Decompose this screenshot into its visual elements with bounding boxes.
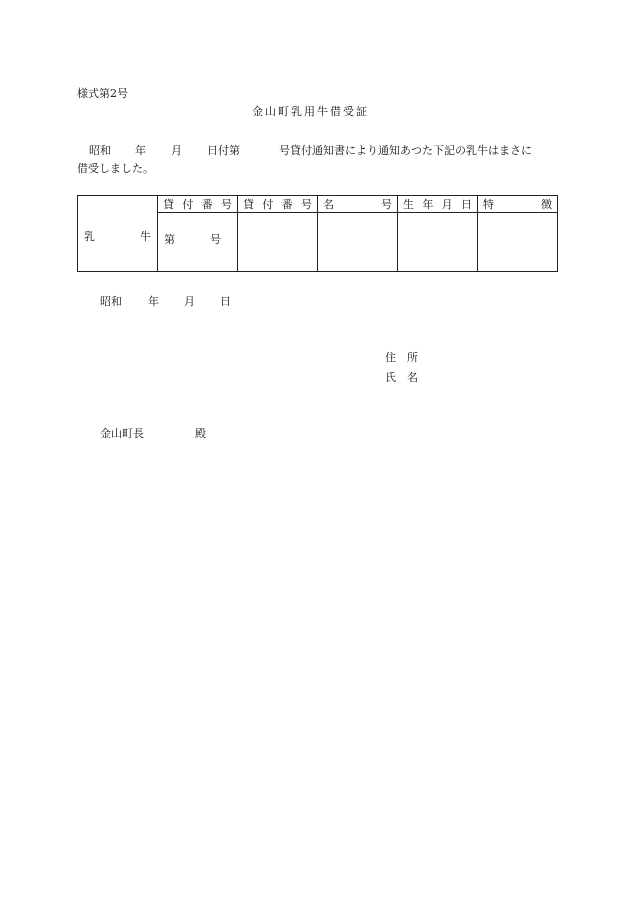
header-char: 徴	[541, 198, 552, 211]
header-char: 特	[483, 198, 494, 211]
cattle-table	[77, 195, 558, 272]
header-char: 号	[300, 198, 312, 211]
cell-features	[478, 213, 558, 272]
document-title: 金山町乳用牛借受証	[252, 105, 369, 118]
header-char: 年	[422, 198, 434, 211]
header-char: 号	[220, 198, 232, 211]
cell-loan-number-2	[238, 213, 318, 272]
loan-no-suffix: 号	[210, 233, 221, 246]
header-char: 貸	[163, 198, 174, 211]
header-char: 名	[323, 198, 334, 211]
date-era: 昭和	[100, 295, 122, 308]
header-loan-number-1	[158, 196, 238, 213]
header-char: 生	[403, 198, 414, 211]
addressee-to: 金山町長	[100, 427, 144, 440]
date-line	[100, 293, 300, 307]
body-year: 年	[135, 144, 146, 157]
header-char: 付	[262, 198, 274, 211]
header-features	[478, 196, 558, 213]
header-char: 月	[441, 198, 453, 211]
loan-no-prefix: 第	[164, 233, 175, 246]
row-label-left: 乳	[84, 229, 95, 243]
addressee-line	[100, 425, 300, 439]
header-char: 番	[281, 198, 293, 211]
header-name-number	[318, 196, 398, 213]
body-rest: 号貸付通知書により通知あつた下記の乳牛はまさに	[279, 144, 532, 157]
date-month: 月	[184, 295, 195, 308]
header-birth-date	[398, 196, 478, 213]
header-char: 貸	[243, 198, 254, 211]
cell-name-number	[318, 213, 398, 272]
address-label: 住 所	[385, 351, 418, 364]
header-char: 日	[460, 198, 472, 211]
cell-birth-date	[398, 213, 478, 272]
body-era: 昭和	[89, 144, 111, 157]
name-label: 氏 名	[385, 371, 418, 384]
header-char: 番	[201, 198, 213, 211]
header-char: 付	[182, 198, 194, 211]
date-day: 日	[220, 295, 231, 308]
cell-loan-number-1	[158, 213, 238, 272]
row-label-cell	[78, 196, 158, 272]
addressee-honorific: 殿	[195, 427, 206, 440]
body-day-no: 日付第	[207, 144, 240, 157]
body-month: 月	[171, 144, 182, 157]
body-text-line-2: 借受しました。	[77, 162, 154, 175]
date-year: 年	[148, 295, 159, 308]
body-text-line-1	[89, 142, 559, 156]
form-number: 様式第2号	[77, 87, 128, 100]
row-label-right: 牛	[140, 229, 151, 243]
header-char: 号	[381, 198, 392, 211]
header-loan-number-2	[238, 196, 318, 213]
